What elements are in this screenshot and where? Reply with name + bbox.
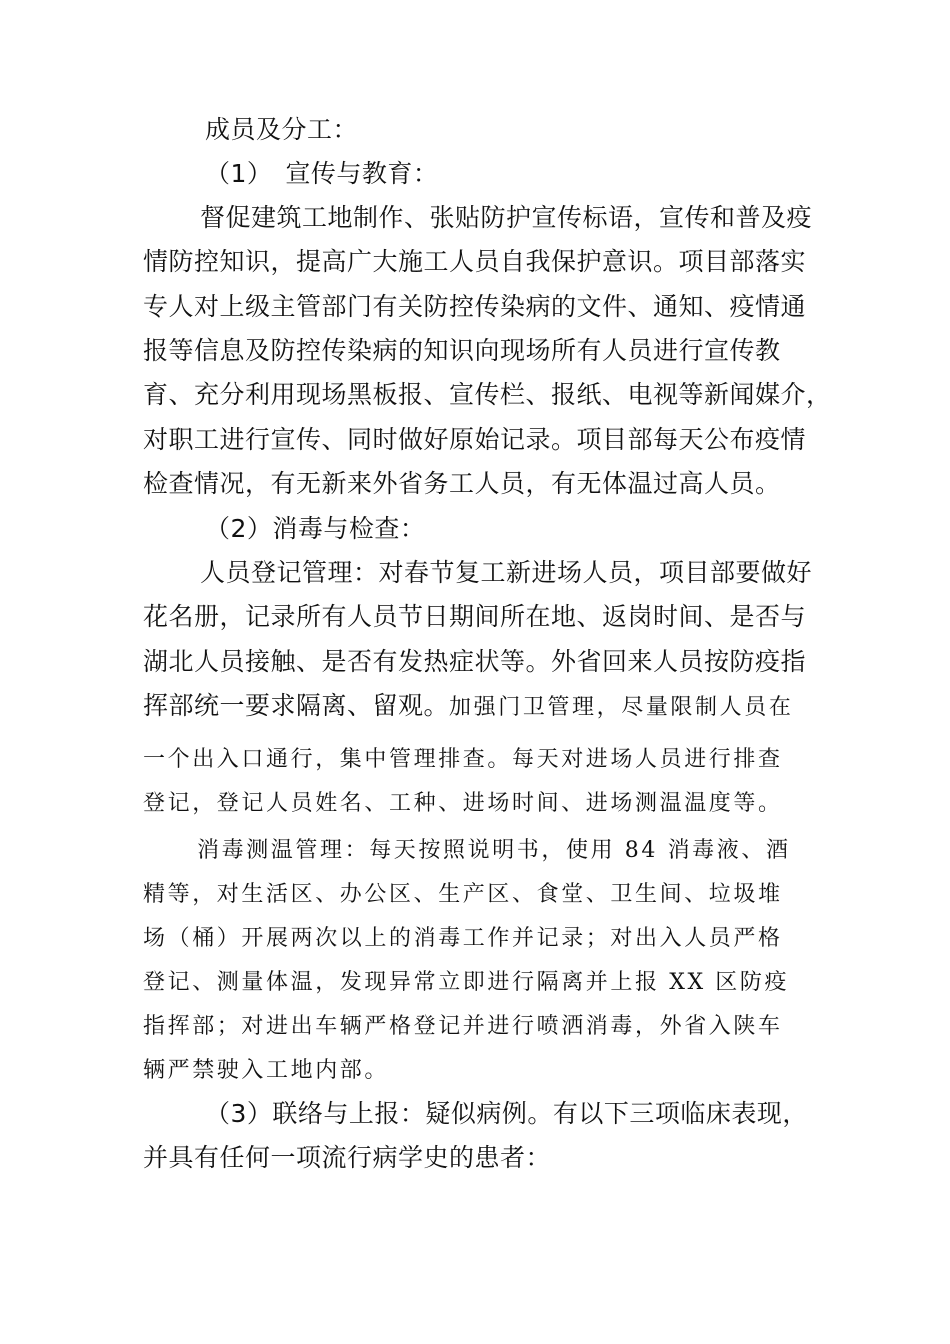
section-1-title: （1） 宣传与教育：	[205, 159, 439, 188]
members-heading: 成员及分工：	[205, 115, 359, 144]
section-2-line: 人员登记管理：对春节复工新进场人员，项目部要做好	[200, 558, 813, 587]
section-2-serif-line: 指挥部；对进出车辆严格登记并进行喷洒消毒，外省入陕车	[143, 1014, 783, 1039]
section-2-line: 湖北人员接触、是否有发热症状等。外省回来人员按防疫指	[143, 647, 807, 676]
section-3-line: （3）联络与上报：疑似病例。有以下三项临床表现，	[205, 1099, 808, 1128]
section-1-line: 情防控知识，提高广大施工人员自我保护意识。项目部落实	[143, 247, 807, 276]
section-3-line: 并具有任何一项流行病学史的患者：	[143, 1143, 552, 1172]
section-2-serif-line: 场（桶）开展两次以上的消毒工作并记录；对出入人员严格	[143, 926, 783, 951]
section-1-line: 对职工进行宣传、同时做好原始记录。项目部每天公布疫情	[143, 425, 807, 454]
section-2-mixed-line	[143, 689, 793, 725]
section-2-line: 花名册，记录所有人员节日期间所在地、返岗时间、是否与	[143, 602, 807, 631]
section-1-line: 检查情况，有无新来外省务工人员，有无体温过高人员。	[143, 469, 781, 498]
section-1-line: 专人对上级主管部门有关防控传染病的文件、通知、疫情通	[143, 292, 807, 321]
section-1-line: 督促建筑工地制作、张贴防护宣传标语，宣传和普及疫	[200, 203, 813, 232]
section-2-serif-line: 登记，登记人员姓名、工种、进场时间、进场测温温度等。	[143, 791, 783, 816]
section-2-serif-line: 精等，对生活区、办公区、生产区、食堂、卫生间、垃圾堆	[143, 882, 783, 907]
section-2-serif-line: 消毒测温管理：每天按照说明书，使用 84 消毒液、酒	[197, 838, 791, 863]
section-1-line: 育、充分利用现场黑板报、宣传栏、报纸、电视等新闻媒介，	[143, 380, 832, 409]
section-2-serif-line: 辆严禁驶入工地内部。	[143, 1058, 390, 1083]
section-1-line: 报等信息及防控传染病的知识向现场所有人员进行宣传教	[143, 336, 781, 365]
section-2-serif-line: 登记、测量体温，发现异常立即进行隔离并上报 XX 区防疫	[143, 970, 790, 995]
section-2-title: （2）消毒与检查：	[205, 514, 426, 543]
section-2-mixed-sans: 挥部统一要求隔离、留观。	[143, 691, 450, 720]
section-2-serif-line: 一个出入口通行，集中管理排查。每天对进场人员进行排查	[143, 747, 783, 772]
section-2-mixed-serif: 加强门卫管理，尽量限制人员在	[449, 695, 794, 720]
